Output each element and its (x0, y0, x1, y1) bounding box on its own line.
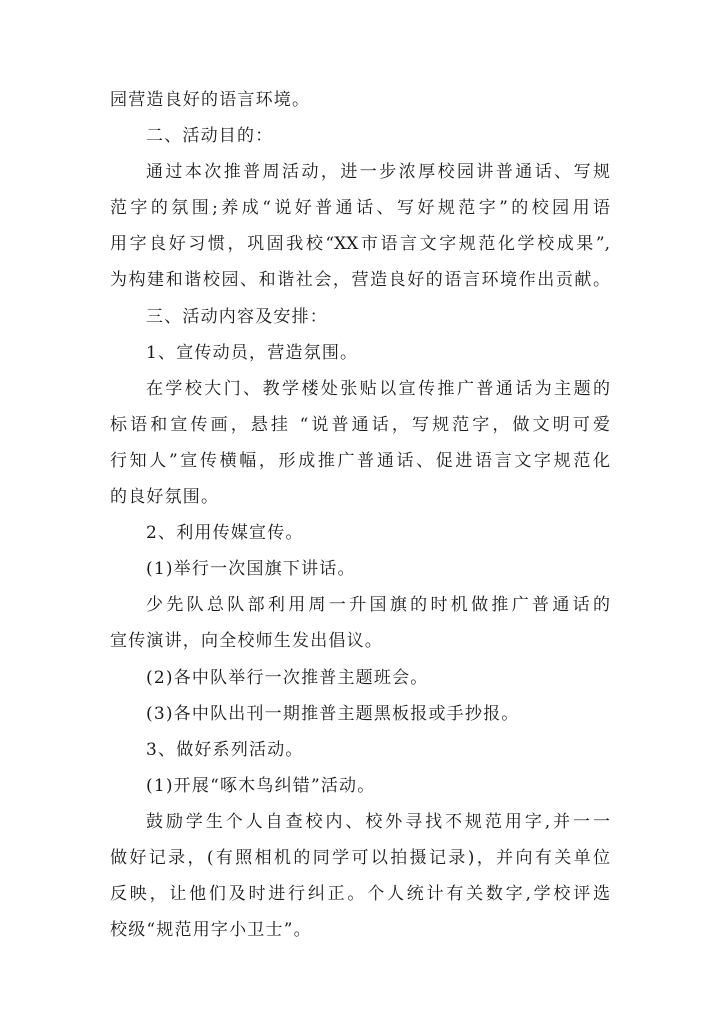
paragraph-line: 校级“规范用字小卫士”。 (110, 920, 312, 941)
paragraph-line: 范字的氛围;养成“说好普通话、写好规范字”的校园用语 (110, 198, 610, 219)
paragraph-line: 在学校大门、教学楼处张贴以宣传推广普通话为主题的 (146, 378, 610, 399)
document-page (110, 82, 610, 948)
paragraph-line: 为构建和谐校园、和谐社会，营造良好的语言环境作出贡献。 (110, 270, 610, 291)
list-item: (1)开展“啄木鸟纠错”活动。 (146, 775, 376, 796)
paragraph-line: 鼓励学生个人自查校内、校外寻找不规范用字,并一一 (146, 811, 610, 832)
list-item: (3)各中队出刊一期推普主题黑板报或手抄报。 (146, 703, 520, 724)
paragraph-line: 行知人”宣传横幅，形成推广普通话、促进语言文字规范化 (110, 450, 610, 471)
paragraph-line: 通过本次推普周活动，进一步浓厚校园讲普通话、写规 (146, 162, 610, 183)
list-item: (1)举行一次国旗下讲话。 (146, 559, 356, 580)
paragraph-line: 的良好氛围。 (110, 487, 220, 508)
paragraph-line: 做好记录，(有照相机的同学可以拍摄记录)，并向有关单位 (110, 847, 610, 868)
paragraph-line: 少先队总队部利用周一升国旗的时机做推广普通话的 (146, 595, 610, 616)
section-heading-content: 三、活动内容及安排： (146, 306, 328, 327)
subheading-1: 1、宣传动员，营造氛围。 (146, 342, 359, 363)
list-item: (2)各中队举行一次推普主题班会。 (146, 667, 429, 688)
paragraph-line: 宣传演讲，向全校师生发出倡议。 (110, 631, 383, 652)
subheading-3: 3、做好系列活动。 (146, 739, 304, 760)
paragraph-line: 园营造良好的语言环境。 (110, 90, 311, 110)
paragraph-line: 标语和宣传画，悬挂 “说普通话，写规范字，做文明可爱 (110, 414, 610, 435)
subheading-2: 2、利用传媒宣传。 (146, 523, 304, 544)
paragraph-line: 用字良好习惯，巩固我校“XX市语言文字规范化学校成果”, (110, 234, 610, 255)
paragraph-line: 反映，让他们及时进行纠正。个人统计有关数字,学校评选 (110, 884, 610, 905)
section-heading-goals: 二、活动目的： (146, 126, 274, 147)
